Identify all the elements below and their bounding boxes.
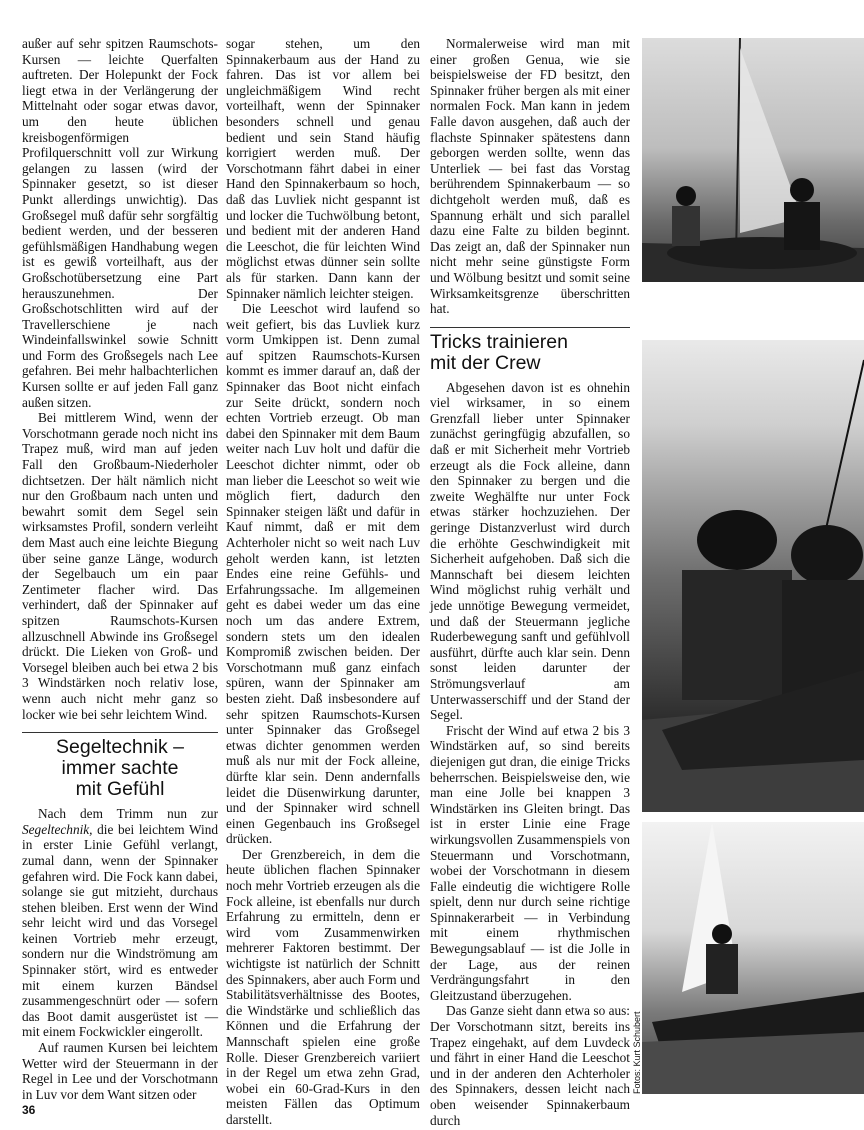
sailing-photo-bottom: [642, 822, 864, 1094]
paragraph: Der Grenzbereich, in dem die heute üblichen flachen Spinnaker noch mehr Vortrieb erzeugen als die Fock alleine, ist ebenfalls nur durch Erfahrung zu ermitteln, denn er wird vom Zusammenwirken mehrerer Faktoren bestimmt. Der wichtigste ist natürlich der Schnitt des Spinnakers, aber auch Form und Stabilitätsverhältnisse des Bootes, die Windstärke und schließlich das Können und die Erfahrung der Mannschaft spielen eine große Rolle. Dieser Grenzbereich variiert in der Regel um etwa zehn Grad, wobei ein 60-Grad-Kurs in den meisten Fällen das Optimum darstellt.: [226, 846, 420, 1127]
heading-line: Segeltechnik –: [56, 736, 184, 759]
sailing-photo-top: [642, 38, 864, 282]
photo-illustration: [642, 822, 864, 1094]
photo-credit-text: Fotos: Kurt Schubert: [632, 1011, 642, 1094]
heading-line: immer sachte: [61, 757, 179, 780]
page-number: 36: [22, 1103, 36, 1117]
text-column-1: [22, 36, 218, 1102]
heading-line: mit der Crew: [430, 351, 541, 374]
emphasis-term: Segeltechnik,: [22, 821, 93, 837]
text-run: die bei leichtem Wind in erster Linie Gefühl verlangt, zumal dann, wenn der Spinnaker gefahren wird. Die Fock kann dabei, solange sie gut mitzieht, durchaus stehen bleiben. Erst wenn der Wind sehr leicht wird und das Vorsegel keinen Vortrieb mehr erzeugt, sondern nur die Windströmung am Spinnaker stört, wird es entweder mit einem kurzen Bändsel zusammengeschnürt oder — sofern das Boot damit ausgerüstet ist — mit einem Fockwickler eingerollt.: [22, 821, 218, 1040]
section-heading-tricks: [430, 327, 630, 374]
heading-line: mit Gefühl: [75, 778, 165, 801]
photo-credit: [630, 1006, 644, 1096]
paragraph: [22, 806, 218, 1040]
photo-illustration: [642, 340, 864, 812]
photo-illustration: [642, 38, 864, 282]
paragraph: Frischt der Wind auf etwa 2 bis 3 Windstärken auf, so sind bereits diejenigen gut dran, die einige Tricks beherrschen. Beispielsweise den, wie man eine Jolle bei knappen 3 Windstärken ins Gleiten bringt. Das ist in erster Linie eine Frage wirkungsvollen Zusammenspiels von Steuermann und Vorschotmann, wobei der Vorschotmann in diesem Falle eindeutig die wichtigere Rolle spielt, denn nur durch seine richtige Spinnakerarbeit — in Verbindung mit einem rhythmischen Bewegungsablauf — ist die Jolle in der Lage, aus der reinen Verdrängungsfahrt in den Gleitzustand überzugehen.: [430, 722, 630, 1003]
heading-line: Tricks trainieren: [430, 330, 568, 353]
paragraph: Bei mittlerem Wind, wenn der Vorschotmann gerade noch nicht ins Trapez muß, wird man auf jeden Fall den Großbaum-Niederholer dichtsetzen. Der hält nämlich nicht nur den Großbaum nach unten und bewahrt somit dem Segel sein wirksamstes Profil, sondern verleiht dem Mast auch eine leichte Biegung über seine ganze Länge, wodurch der Segelbauch um ein paar Zentimeter flacher wird. Das verhindert, daß der Spinnaker auf spitzen Raumschots-Kursen allzuschnell Abwinde ins Großsegel drückt. Die Lieken von Groß- und Vorsegel bleiben auch bei etwa 2 bis 3 Windstärken noch relativ lose, wenn auch nicht mehr ganz so locker wie bei sehr leichtem Wind.: [22, 410, 218, 722]
paragraph: Normalerweise wird man mit einer großen Genua, wie sie beispielsweise der FD besitzt, den Spinnaker früher bergen als mit einer normalen Fock. Man kann in jedem Falle davon ausgehen, daß auch der flachste Spinnaker spätestens dann geborgen werden sollte, wenn das Unterliek — bei fast das Vorstag berührendem Spinnakerbaum — so dichtgeholt werden muß, daß es Spannung erhält und sich parallel dazu eine Falte zu bilden beginnt. Das zeigt an, daß der Spinnaker nun nicht mehr seine günstigste Form und Wölbung besitzt und somit seine Wirksamkeitsgrenze überschritten hat.: [430, 36, 630, 317]
paragraph: sogar stehen, um den Spinnakerbaum aus der Hand zu fahren. Das ist vor allem bei ungleichmäßigem Wind recht vorteilhaft, wenn der Spinnaker besonders schnell und genau bedient und sein Stand häufig korrigiert werden muß. Der Vorschotmann fährt dabei in einer Hand den Spinnakerbaum so hoch, daß das Luvliek nicht gespannt ist und locker die Tuchwölbung betont, und bedient mit der anderen Hand die Leeschot, die für leichten Wind möglichst etwas dünner sein sollte als für starken. Dann kann der Spinnaker nämlich leichter steigen.: [226, 36, 420, 301]
sailing-photo-middle: [642, 340, 864, 812]
text-run: Nach dem Trimm nun zur: [38, 806, 218, 822]
paragraph: Die Leeschot wird laufend so weit gefiert, bis das Luvliek kurz vorm Umkippen ist. Denn zumal auf spitzen Raumschots-Kursen kommt es immer darauf an, daß der Spinnaker das Boot nicht einfach zur Seite drückt, sondern noch echten Vortrieb erzeugt. Ob man dabei den Spinnaker mit dem Baum weiter nach Luv holt und dafür die Leeschot dichter nimmt, oder ob man lieber die Leeschot so weit wie möglich fiert, dadurch den Spinnaker steigen läßt und dafür in Kauf nimmt, daß er mit dem Achterholer nicht so weit nach Luv geholt werden kann, ist letzten Endes eine reine Gefühls- und Erfahrungssache. Im allgemeinen geht es dabei weder um das eine noch um das andere Extrem, sondern stets um den idealen Kompromiß zwischen beiden. Der Vorschotmann muß ganz einfach spüren, wann der Spinnaker am besten zieht. Daß insbesondere auf sehr spitzen Raumschots-Kursen unter Spinnaker das Großsegel etwas dichter genommen werden muß als nur mit der Fock alleine, dürfte klar sein. Denn andernfalls leidet die Düsenwirkung darunter, und der Spinnaker wird schnell einen Gegenbauch ins Großsegel drücken.: [226, 301, 420, 847]
paragraph: Das Ganze sieht dann etwa so aus: Der Vorschotmann sitzt, bereits ins Trapez eingehakt, auf dem Luvdeck und fährt in einer Hand die Leeschot und in der anderen den Achterholer des Spinnakers, dessen leicht nach oben weisender Spinnakerbaum durch: [430, 1003, 630, 1128]
text-column-2: [226, 36, 420, 1128]
text-column-3: [430, 36, 630, 1128]
paragraph: außer auf sehr spitzen Raumschots-Kursen — leichte Querfalten auftreten. Der Holepunkt der Fock liegt etwa in der Verlängerung der Mittelnaht oder sogar etwas davor, um den heute üblichen kreisbogenförmigen Profilquerschnitt voll zur Wirkung gelangen zu lassen (wird der Spinnaker gesetzt, so ist dieser Punkt allerdings unwichtig). Das Großsegel muß dafür sehr sorgfältig bedient werden, und der besseren gefühlsmäßigen Handhabung wegen ist es gewiß vorteilhaft, aus der Großschotübersetzung eine Part herauszunehmen. Der Großschotschlitten wird auf der Travellerschiene je nach Windeinfallswinkel sowie Schnitt und Form des Großsegels nach Lee gefahren. Bei mehr halbachterlichen Kursen sollte er auf jeden Fall ganz außen sitzen.: [22, 36, 218, 410]
paragraph: Auf raumen Kursen bei leichtem Wetter wird der Steuermann in der Regel in Lee und der Vorschotmann in Luv vor dem Want sitzen oder: [22, 1040, 218, 1102]
paragraph: Abgesehen davon ist es ohnehin viel wirksamer, in so einem Grenzfall lieber unter Spinnaker zunächst geringfügig abzufallen, so daß er mit Sicherheit mehr Vortrieb erzeugt als die Fock alleine, dann den Spinnaker zu bergen und die zweite Weghälfte nur unter Fock etwas stärker hochzuziehen. Der geringe Distanzverlust wird durch die erhöhte Geschwindigkeit mit Sicherheit aufgehoben. Daß sich die Mannschaft bei diesem leichten Wind möglichst ruhig verhält und jede unnötige Bewegung vermeidet, und daß der Steuermann jegliche Ruderbewegung sanft und gefühlvoll ausführt, dürfte auch klar sein. Denn sonst leiden darunter der Strömungsverlauf am Unterwasserschiff und der Stand der Segel.: [430, 379, 630, 723]
section-heading-segeltechnik: [22, 732, 218, 800]
